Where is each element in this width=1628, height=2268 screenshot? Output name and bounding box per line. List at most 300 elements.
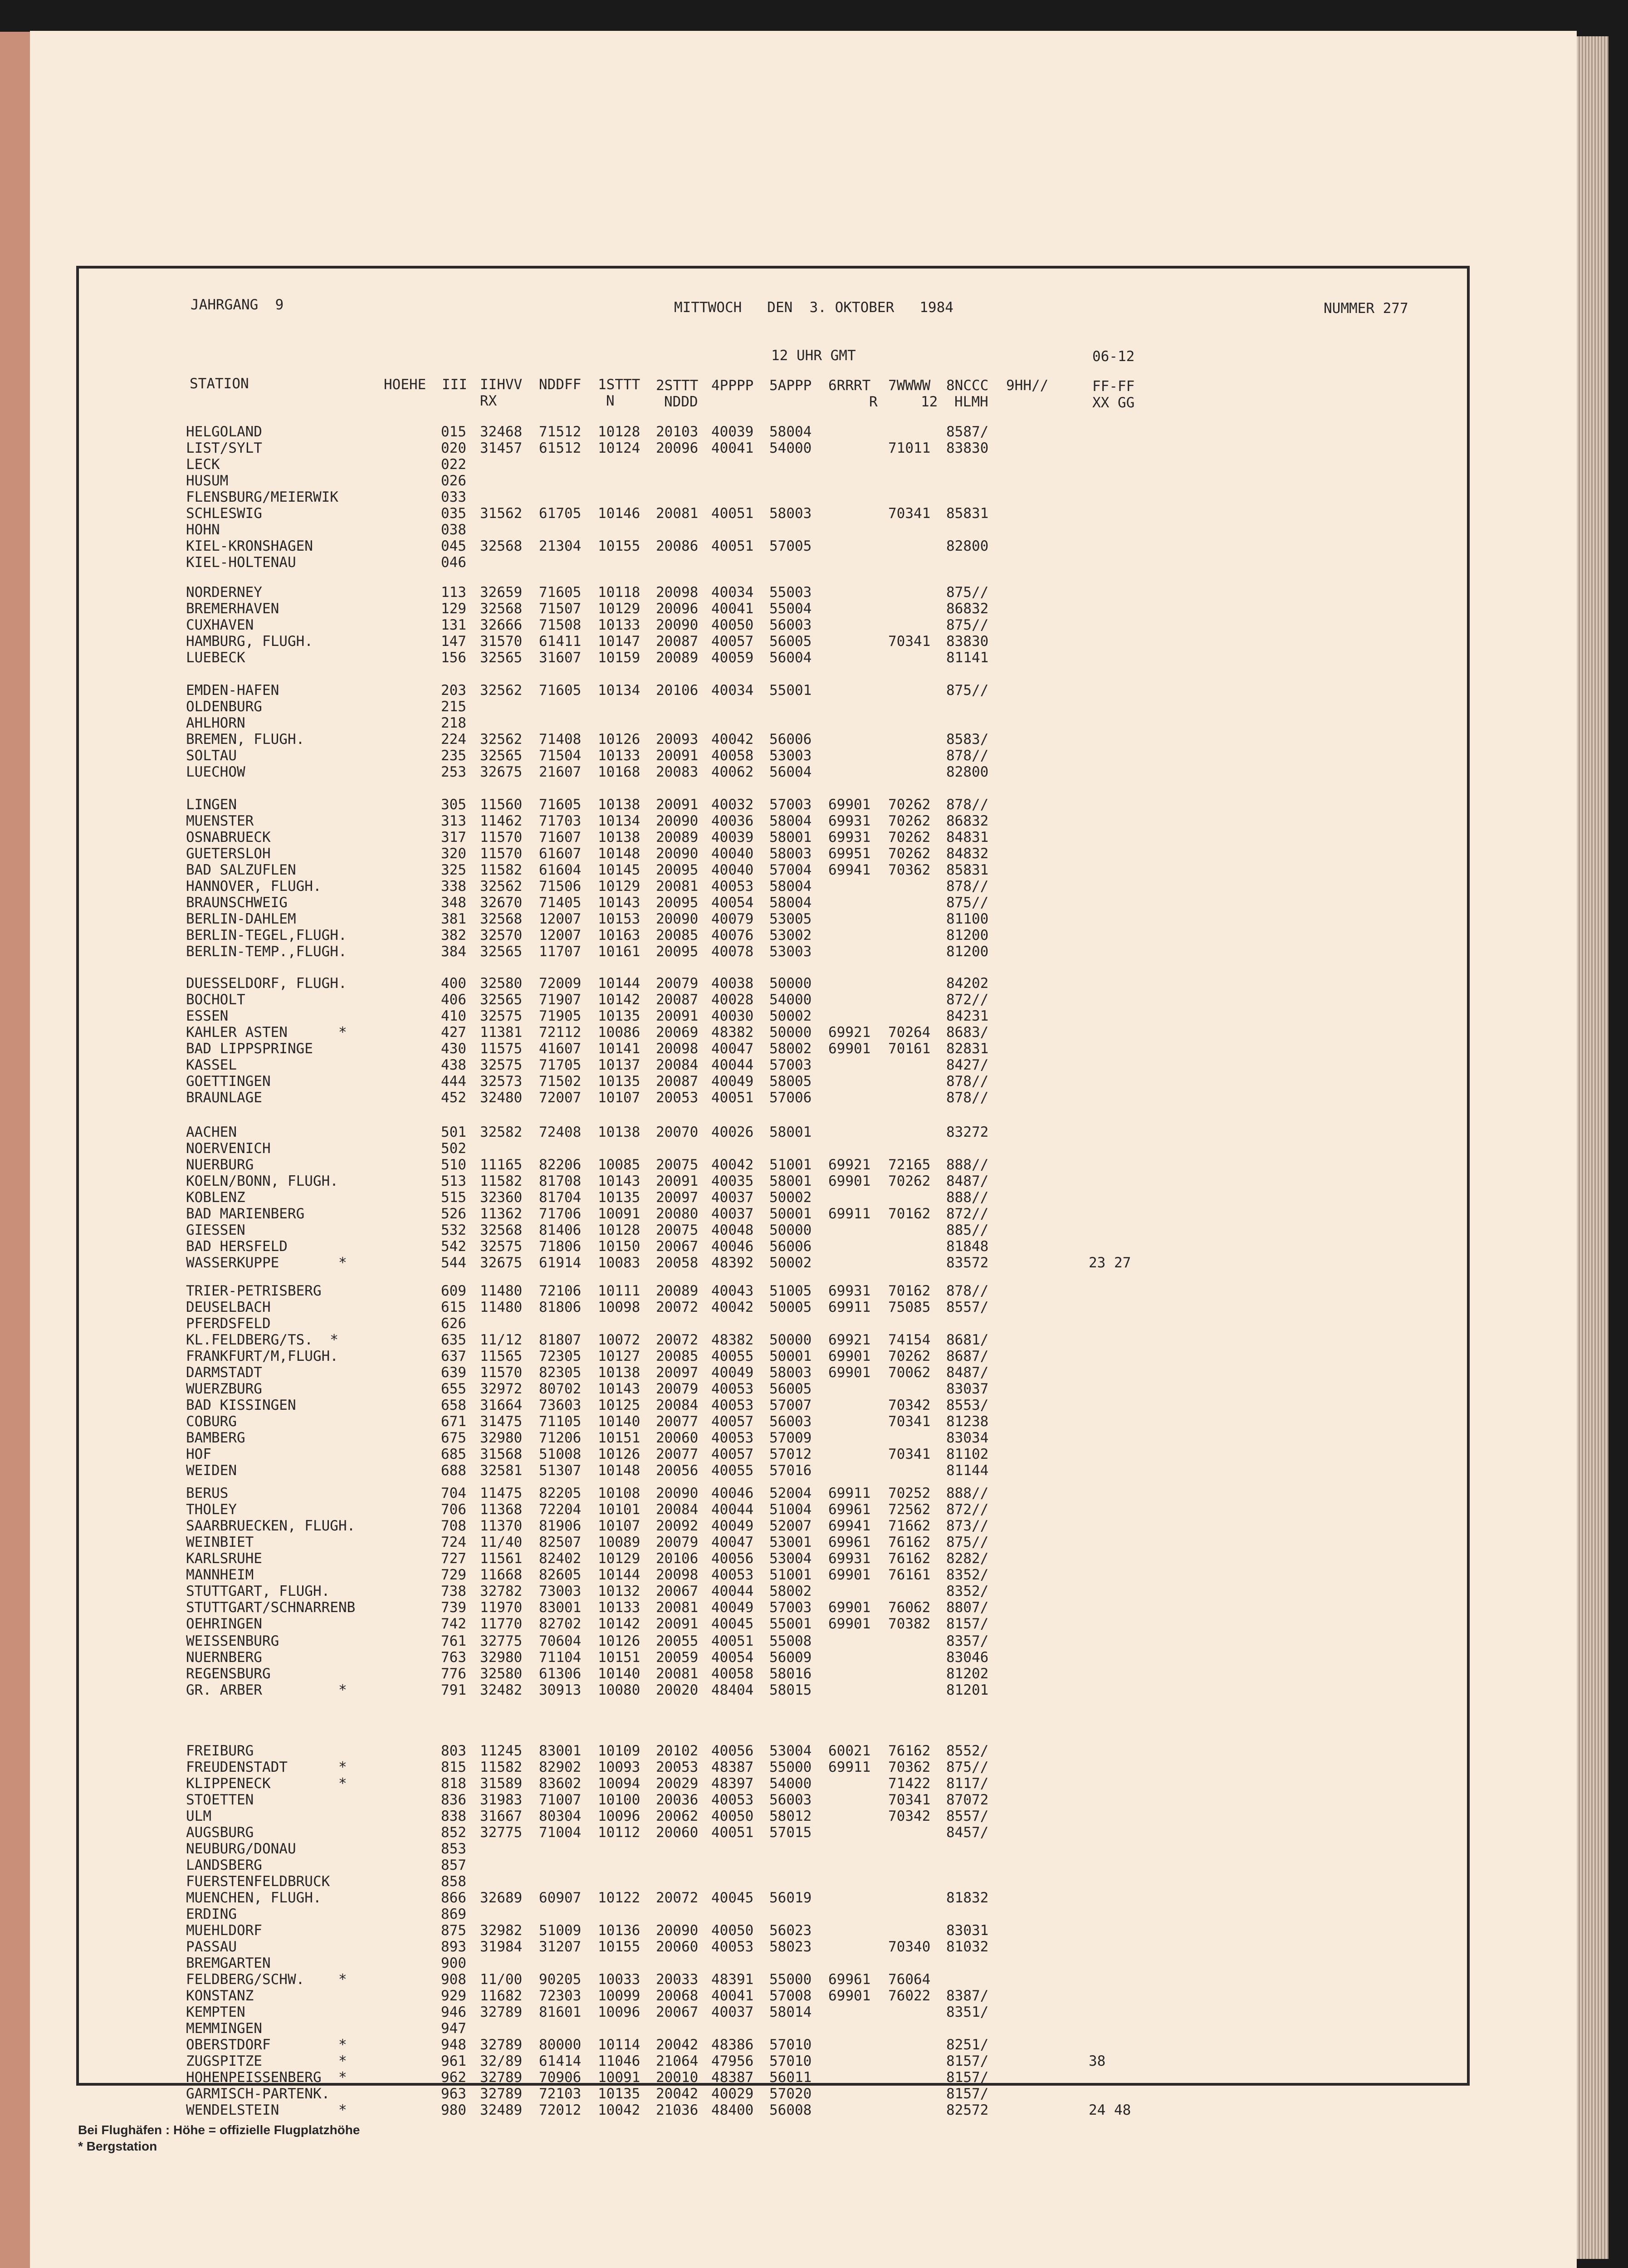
nddff: 61705	[539, 505, 582, 522]
sttt2: 20086	[656, 538, 699, 554]
appp5: 55004	[769, 601, 812, 617]
nddff: 71506	[539, 878, 582, 894]
nccc8: 84231	[946, 1008, 989, 1024]
station-name: COBURG	[186, 1413, 237, 1430]
iii: 510	[441, 1157, 466, 1173]
sttt1: 10124	[598, 440, 640, 456]
iii: 671	[441, 1413, 466, 1430]
iihvv: 32580	[480, 975, 523, 992]
sttt2: 20042	[656, 2037, 699, 2053]
station-name: LANDSBERG	[186, 1857, 262, 1873]
iihvv: 11/12	[480, 1332, 523, 1348]
appp5: 58003	[769, 1364, 812, 1381]
nccc8: 8157/	[946, 2086, 989, 2102]
sttt1: 10080	[598, 1682, 640, 1698]
sttt1: 10109	[598, 1743, 640, 1759]
sttt2: 20072	[656, 1299, 699, 1315]
station-name: ESSEN	[186, 1008, 229, 1024]
sttt2: 20069	[656, 1024, 699, 1041]
appp5: 57003	[769, 1057, 812, 1073]
pppp4: 40058	[711, 748, 754, 764]
pppp4: 40040	[711, 862, 754, 878]
iii: 035	[441, 505, 466, 522]
station-name: BREMGARTEN	[186, 1955, 271, 1971]
appp5: 58004	[769, 813, 812, 829]
sttt1: 10098	[598, 1299, 640, 1315]
iii: 685	[441, 1446, 466, 1462]
appp5: 58001	[769, 1124, 812, 1140]
nccc8: 8357/	[946, 1633, 989, 1649]
sttt1: 10108	[598, 1485, 640, 1501]
iii: 020	[441, 440, 466, 456]
iihvv: 32980	[480, 1430, 523, 1446]
sttt2: 20087	[656, 992, 699, 1008]
pppp4: 40053	[711, 1567, 754, 1583]
appp5: 51001	[769, 1567, 812, 1583]
sttt2: 20093	[656, 731, 699, 748]
iihvv: 32980	[480, 1649, 523, 1666]
station-name: DEUSELBACH	[186, 1299, 271, 1315]
iihvv: 11570	[480, 1364, 523, 1381]
sttt2: 20089	[656, 1283, 699, 1299]
sttt2: 20070	[656, 1124, 699, 1140]
station-name: KIEL-HOLTENAU	[186, 554, 296, 571]
appp5: 56009	[769, 1649, 812, 1666]
iihvv: 32575	[480, 1238, 523, 1255]
appp5: 57004	[769, 862, 812, 878]
pppp4: 40034	[711, 682, 754, 699]
wwww7: 76064	[888, 1971, 931, 1988]
nccc8: 878//	[946, 878, 989, 894]
book-spine-left	[0, 32, 34, 2268]
sttt2: 20060	[656, 1939, 699, 1955]
nccc8: 82800	[946, 764, 989, 780]
appp5: 57007	[769, 1397, 812, 1413]
col-iii: III	[442, 376, 467, 393]
pppp4: 48400	[711, 2102, 754, 2118]
nddff: 82205	[539, 1485, 582, 1501]
station-name: WENDELSTEIN *	[186, 2102, 347, 2118]
iihvv: 32775	[480, 1824, 523, 1841]
station-name: OLDENBURG	[186, 699, 262, 715]
rrrt6: 69931	[828, 829, 871, 846]
station-name: FELDBERG/SCHW. *	[186, 1971, 347, 1988]
station-name: AUGSBURG	[186, 1824, 254, 1841]
nccc8: 878//	[946, 1090, 989, 1106]
iii: 015	[441, 424, 466, 440]
nccc8: 875//	[946, 617, 989, 633]
appp5: 50001	[769, 1348, 812, 1364]
wwww7: 70262	[888, 846, 931, 862]
pppp4: 40054	[711, 894, 754, 911]
nddff: 70604	[539, 1633, 582, 1649]
sttt1: 10147	[598, 633, 640, 650]
col-7wwww: 7WWWW	[888, 377, 931, 394]
iii: 655	[441, 1381, 466, 1397]
iihvv: 32570	[480, 927, 523, 943]
iihvv: 32972	[480, 1381, 523, 1397]
sttt1: 10086	[598, 1024, 640, 1041]
nccc8: 8683/	[946, 1024, 989, 1041]
iihvv: 11370	[480, 1518, 523, 1534]
pppp4: 48387	[711, 1759, 754, 1775]
appp5: 58002	[769, 1041, 812, 1057]
nccc8: 86832	[946, 813, 989, 829]
sttt2: 20029	[656, 1775, 699, 1792]
wwww7: 70264	[888, 1024, 931, 1041]
nddff: 72106	[539, 1283, 582, 1299]
station-name: TRIER-PETRISBERG	[186, 1283, 322, 1299]
iihvv: 32670	[480, 894, 523, 911]
station-name: GOETTINGEN	[186, 1073, 271, 1090]
iii: 948	[441, 2037, 466, 2053]
sttt2: 20090	[656, 1922, 699, 1939]
sttt2: 20097	[656, 1189, 699, 1206]
sttt2: 20062	[656, 1808, 699, 1824]
pppp4: 40055	[711, 1462, 754, 1479]
nddff: 21607	[539, 764, 582, 780]
sttt1: 10144	[598, 975, 640, 992]
pppp4: 40042	[711, 731, 754, 748]
sttt2: 20090	[656, 846, 699, 862]
nddff: 71104	[539, 1649, 582, 1666]
iii: 046	[441, 554, 466, 571]
nddff: 82702	[539, 1616, 582, 1632]
nccc8: 8352/	[946, 1583, 989, 1599]
iii: 857	[441, 1857, 466, 1873]
pppp4: 40037	[711, 1206, 754, 1222]
nddff: 71605	[539, 797, 582, 813]
sttt1: 10112	[598, 1824, 640, 1841]
wwww7: 72165	[888, 1157, 931, 1173]
pppp4: 40053	[711, 1397, 754, 1413]
nccc8: 82572	[946, 2102, 989, 2118]
sttt1: 10137	[598, 1057, 640, 1073]
wwww7: 70341	[888, 505, 931, 522]
nccc8: 83830	[946, 633, 989, 650]
appp5: 56005	[769, 1381, 812, 1397]
sttt2: 20067	[656, 1583, 699, 1599]
iii: 022	[441, 456, 466, 473]
pppp4: 48386	[711, 2037, 754, 2053]
sttt1: 10133	[598, 617, 640, 633]
appp5: 50000	[769, 975, 812, 992]
iii: 803	[441, 1743, 466, 1759]
station-name: BAD SALZUFLEN	[186, 862, 296, 878]
nccc8: 81100	[946, 911, 989, 927]
iihvv: 11560	[480, 797, 523, 813]
sttt1: 10134	[598, 682, 640, 699]
station-name: BAD MARIENBERG	[186, 1206, 305, 1222]
station-name: FLENSBURG/MEIERWIK	[186, 489, 338, 505]
station-name: WUERZBURG	[186, 1381, 262, 1397]
nddff: 71806	[539, 1238, 582, 1255]
nddff: 81708	[539, 1173, 582, 1189]
iihvv: 31589	[480, 1775, 523, 1792]
nddff: 72112	[539, 1024, 582, 1041]
station-name: STUTTGART/SCHNARRENB	[186, 1599, 356, 1616]
sttt2: 20090	[656, 813, 699, 829]
nddff: 61512	[539, 440, 582, 456]
sttt2: 21036	[656, 2102, 699, 2118]
station-name: NUERBURG	[186, 1157, 254, 1173]
nccc8: 8587/	[946, 424, 989, 440]
station-name: BRAUNSCHWEIG	[186, 894, 288, 911]
nccc8: 875//	[946, 1534, 989, 1550]
wwww7: 76162	[888, 1743, 931, 1759]
appp5: 53002	[769, 927, 812, 943]
wwww7: 70162	[888, 1206, 931, 1222]
nddff: 12007	[539, 927, 582, 943]
nccc8: 888//	[946, 1485, 989, 1501]
pppp4: 40057	[711, 1446, 754, 1462]
sttt2: 20089	[656, 829, 699, 846]
nccc8: 8352/	[946, 1567, 989, 1583]
nddff: 71408	[539, 731, 582, 748]
station-name: HOF	[186, 1446, 211, 1462]
iihvv: 32482	[480, 1682, 523, 1698]
sttt2: 20079	[656, 1381, 699, 1397]
iihvv: 11368	[480, 1501, 523, 1518]
nddff: 71405	[539, 894, 582, 911]
sttt2: 20087	[656, 1073, 699, 1090]
nccc8: 8487/	[946, 1173, 989, 1189]
pppp4: 40041	[711, 601, 754, 617]
nddff: 82902	[539, 1759, 582, 1775]
sttt1: 10114	[598, 2037, 640, 2053]
sttt1: 10085	[598, 1157, 640, 1173]
iii: 382	[441, 927, 466, 943]
iihvv: 32659	[480, 584, 523, 601]
sttt1: 10142	[598, 992, 640, 1008]
iihvv: 31667	[480, 1808, 523, 1824]
nccc8: 85831	[946, 862, 989, 878]
period-label: 06-12	[1092, 348, 1135, 365]
wwww7: 70342	[888, 1808, 931, 1824]
nddff: 21304	[539, 538, 582, 554]
sttt1: 10089	[598, 1534, 640, 1550]
rrrt6: 69961	[828, 1971, 871, 1988]
wwww7: 70262	[888, 1348, 931, 1364]
nccc8: 84831	[946, 829, 989, 846]
iihvv: 31457	[480, 440, 523, 456]
pppp4: 40079	[711, 911, 754, 927]
appp5: 58003	[769, 505, 812, 522]
col-9hh: 9HH//	[1006, 377, 1049, 394]
nddff: 72303	[539, 1988, 582, 2004]
pppp4: 40040	[711, 846, 754, 862]
pppp4: 40053	[711, 1939, 754, 1955]
appp5: 58014	[769, 2004, 812, 2020]
appp5: 55000	[769, 1971, 812, 1988]
rrrt6: 69911	[828, 1485, 871, 1501]
station-name: KL.FELDBERG/TS. *	[186, 1332, 338, 1348]
iihvv: 32675	[480, 1255, 523, 1271]
pppp4: 40051	[711, 1633, 754, 1649]
nddff: 71605	[539, 682, 582, 699]
nccc8: 878//	[946, 797, 989, 813]
iihvv: 11480	[480, 1299, 523, 1315]
nccc8: 8557/	[946, 1299, 989, 1315]
appp5: 55001	[769, 682, 812, 699]
col-ff-sub: XX GG	[1092, 395, 1135, 411]
iii: 818	[441, 1775, 466, 1792]
pppp4: 40078	[711, 943, 754, 960]
nccc8: 872//	[946, 992, 989, 1008]
sttt2: 20095	[656, 943, 699, 960]
sttt1: 10135	[598, 1008, 640, 1024]
nccc8: 83572	[946, 1255, 989, 1271]
iihvv: 32789	[480, 2037, 523, 2053]
iihvv: 32775	[480, 1633, 523, 1649]
nccc8: 875//	[946, 682, 989, 699]
iii: 704	[441, 1485, 466, 1501]
pppp4: 40037	[711, 1189, 754, 1206]
pppp4: 40076	[711, 927, 754, 943]
appp5: 50000	[769, 1222, 812, 1238]
station-name: HAMBURG, FLUGH.	[186, 633, 313, 650]
pppp4: 48387	[711, 2069, 754, 2086]
sttt2: 20090	[656, 911, 699, 927]
sttt1: 10135	[598, 1073, 640, 1090]
sttt1: 10042	[598, 2102, 640, 2118]
wwww7: 70062	[888, 1364, 931, 1381]
appp5: 56004	[769, 764, 812, 780]
station-name: BERLIN-DAHLEM	[186, 911, 296, 927]
appp5: 56003	[769, 1413, 812, 1430]
iii: 203	[441, 682, 466, 699]
rrrt6: 69941	[828, 1518, 871, 1534]
nddff: 81806	[539, 1299, 582, 1315]
iii: 727	[441, 1550, 466, 1567]
date-label: MITTWOCH DEN 3. OKTOBER 1984	[674, 299, 953, 316]
appp5: 57020	[769, 2086, 812, 2102]
pppp4: 40030	[711, 1008, 754, 1024]
col-8nccc: 8NCCC	[946, 377, 989, 394]
sttt2: 20084	[656, 1501, 699, 1518]
iihvv: 32568	[480, 911, 523, 927]
station-name: KAHLER ASTEN *	[186, 1024, 347, 1041]
pppp4: 40049	[711, 1518, 754, 1534]
sttt2: 20058	[656, 1255, 699, 1271]
sttt1: 10091	[598, 2069, 640, 2086]
iihvv: 11970	[480, 1599, 523, 1616]
pppp4: 40028	[711, 992, 754, 1008]
station-name: MUENCHEN, FLUGH.	[186, 1890, 322, 1906]
pppp4: 40041	[711, 1988, 754, 2004]
nccc8: 8251/	[946, 2037, 989, 2053]
sttt1: 10111	[598, 1283, 640, 1299]
iii: 410	[441, 1008, 466, 1024]
ff: 23 27	[1089, 1255, 1131, 1271]
nccc8: 875//	[946, 584, 989, 601]
wwww7: 70341	[888, 1792, 931, 1808]
appp5: 57008	[769, 1988, 812, 2004]
iihvv: 32982	[480, 1922, 523, 1939]
iii: 639	[441, 1364, 466, 1381]
issue-number: NUMMER 277	[1324, 300, 1408, 317]
sttt1: 10133	[598, 1599, 640, 1616]
wwww7: 76062	[888, 1599, 931, 1616]
nccc8: 8557/	[946, 1808, 989, 1824]
sttt2: 21064	[656, 2053, 699, 2069]
pppp4: 40044	[711, 1501, 754, 1518]
pppp4: 48382	[711, 1332, 754, 1348]
sttt2: 20096	[656, 601, 699, 617]
nddff: 61607	[539, 846, 582, 862]
sttt1: 10099	[598, 1988, 640, 2004]
sttt2: 20091	[656, 1173, 699, 1189]
iii: 224	[441, 731, 466, 748]
iihvv: 32480	[480, 1090, 523, 1106]
station-name: KONSTANZ	[186, 1988, 254, 2004]
rrrt6: 60021	[828, 1743, 871, 1759]
station-name: WEINBIET	[186, 1534, 254, 1550]
iihvv: 11165	[480, 1157, 523, 1173]
appp5: 56003	[769, 1792, 812, 1808]
pppp4: 40055	[711, 1348, 754, 1364]
col-hoehe: HOEHE	[384, 376, 426, 393]
station-name: HOHENPEISSENBERG *	[186, 2069, 347, 2086]
appp5: 58002	[769, 1583, 812, 1599]
sttt1: 11046	[598, 2053, 640, 2069]
sttt1: 10148	[598, 846, 640, 862]
sttt2: 20089	[656, 650, 699, 666]
nddff: 11707	[539, 943, 582, 960]
iii: 724	[441, 1534, 466, 1550]
sttt2: 20077	[656, 1413, 699, 1430]
nccc8: 82831	[946, 1041, 989, 1057]
iii: 501	[441, 1124, 466, 1140]
nddff: 61414	[539, 2053, 582, 2069]
iihvv: 32575	[480, 1057, 523, 1073]
iii: 427	[441, 1024, 466, 1041]
nccc8: 8387/	[946, 1988, 989, 2004]
sttt2: 20085	[656, 1348, 699, 1364]
nddff: 71004	[539, 1824, 582, 1841]
iii: 338	[441, 878, 466, 894]
col-station: STATION	[190, 376, 249, 392]
pppp4: 40047	[711, 1041, 754, 1057]
station-name: SAARBRUECKEN, FLUGH.	[186, 1518, 356, 1534]
nddff: 83001	[539, 1599, 582, 1616]
nccc8: 8807/	[946, 1599, 989, 1616]
iii: 615	[441, 1299, 466, 1315]
pppp4: 40049	[711, 1599, 754, 1616]
iihvv: 11245	[480, 1743, 523, 1759]
station-name: MUENSTER	[186, 813, 254, 829]
nccc8: 8351/	[946, 2004, 989, 2020]
nccc8: 83046	[946, 1649, 989, 1666]
wwww7: 70252	[888, 1485, 931, 1501]
appp5: 57010	[769, 2037, 812, 2053]
iii: 406	[441, 992, 466, 1008]
sttt1: 10143	[598, 894, 640, 911]
col-ff: FF-FF	[1092, 378, 1135, 395]
sttt2: 20081	[656, 505, 699, 522]
iii: 776	[441, 1666, 466, 1682]
sttt1: 10129	[598, 601, 640, 617]
sttt1: 10100	[598, 1792, 640, 1808]
iihvv: 32675	[480, 764, 523, 780]
station-name: KOBLENZ	[186, 1189, 245, 1206]
nddff: 31607	[539, 650, 582, 666]
station-name: HANNOVER, FLUGH.	[186, 878, 322, 894]
iii: 675	[441, 1430, 466, 1446]
sttt1: 10142	[598, 1616, 640, 1632]
appp5: 58005	[769, 1073, 812, 1090]
sttt2: 20095	[656, 862, 699, 878]
